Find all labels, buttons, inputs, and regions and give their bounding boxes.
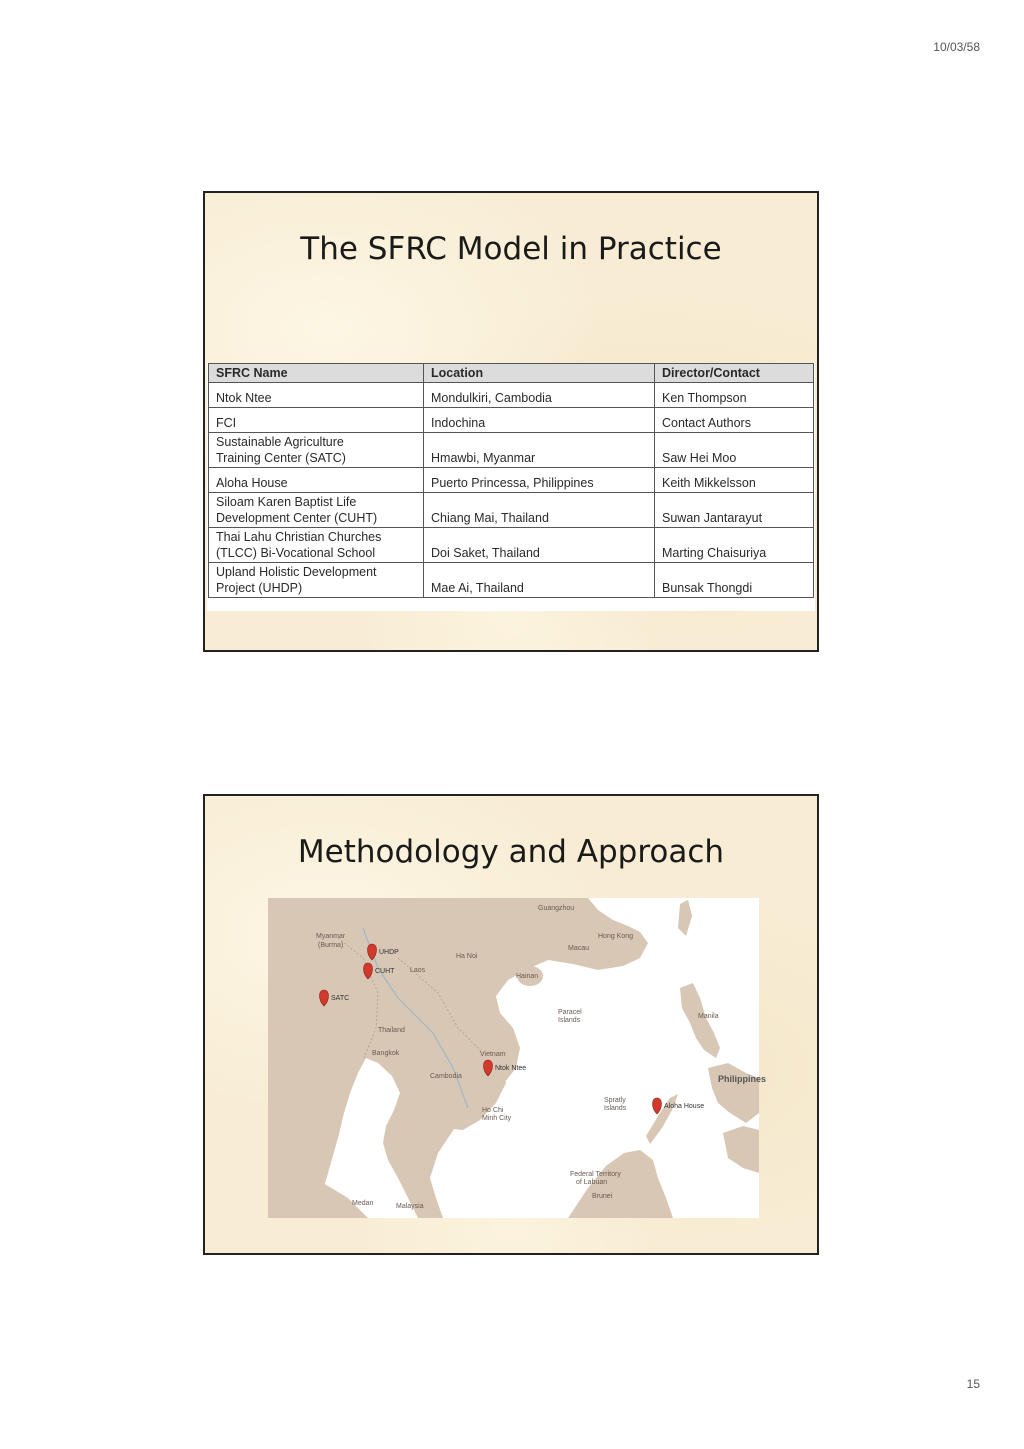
southeast-asia-map	[268, 898, 767, 1218]
cell-location: Mae Ai, Thailand	[424, 563, 655, 598]
label-brunei: Brunei	[592, 1193, 613, 1200]
cell-sfrc-name	[209, 408, 424, 433]
name-line: Project (UHDP)	[216, 581, 303, 595]
label-laos: Laos	[410, 967, 426, 974]
label-burma: (Burma)	[318, 942, 344, 949]
name-line: Training Center (SATC)	[216, 451, 346, 465]
label-cambodia: Cambodia	[430, 1073, 462, 1080]
label-hcmc-line2: Minh City	[482, 1115, 512, 1122]
page-date: 10/03/58	[933, 40, 980, 54]
label-hanoi: Ha Noi	[456, 953, 478, 960]
cell-contact: Bunsak Thongdi	[655, 563, 814, 598]
slide-sfrc-model	[203, 191, 819, 652]
label-spratly-line1: Spratly	[604, 1097, 626, 1104]
column-header-sfrc-name: SFRC Name	[209, 364, 424, 383]
name-line: FCI	[216, 416, 237, 430]
cell-sfrc-name	[209, 563, 424, 598]
cell-sfrc-name	[209, 528, 424, 563]
cell-contact: Marting Chaisuriya	[655, 528, 814, 563]
label-myanmar: Myanmar	[316, 933, 346, 940]
label-spratly-line2: Islands	[604, 1105, 627, 1112]
label-guangzhou: Guangzhou	[538, 905, 575, 912]
label-bangkok: Bangkok	[372, 1050, 400, 1057]
name-line: Development Center (CUHT)	[216, 511, 378, 525]
label-medan: Medan	[352, 1200, 374, 1207]
marker-label: Ntok Ntee	[495, 1065, 527, 1072]
slide-methodology	[203, 794, 819, 1255]
label-hcmc-line1: Ho Chi	[482, 1107, 504, 1114]
cell-contact: Keith Mikkelsson	[655, 468, 814, 493]
column-header-location: Location	[424, 364, 655, 383]
name-line: Thai Lahu Christian Churches	[216, 530, 382, 544]
cell-location: Chiang Mai, Thailand	[424, 493, 655, 528]
label-labuan-line1: Federal Territory	[570, 1171, 621, 1178]
table-row	[209, 433, 814, 468]
cell-location: Hmawbi, Myanmar	[424, 433, 655, 468]
label-philippines: Philippines	[718, 1074, 767, 1084]
name-line: Ntok Ntee	[216, 391, 272, 405]
cell-location: Indochina	[424, 408, 655, 433]
cell-contact: Contact Authors	[655, 408, 814, 433]
name-line: Aloha House	[216, 476, 288, 490]
cell-contact: Suwan Jantarayut	[655, 493, 814, 528]
table-row	[209, 383, 814, 408]
label-macau: Macau	[568, 945, 590, 952]
marker-label: CUHT	[375, 968, 395, 975]
label-hongkong: Hong Kong	[598, 933, 634, 940]
name-line: Sustainable Agriculture	[216, 435, 344, 449]
cell-location: Mondulkiri, Cambodia	[424, 383, 655, 408]
name-line: Siloam Karen Baptist Life	[216, 495, 357, 509]
sfrc-table	[208, 363, 814, 598]
label-paracel-line2: Islands	[558, 1017, 581, 1024]
map-svg	[268, 898, 767, 1218]
label-malaysia: Malaysia	[396, 1203, 424, 1210]
sfrc-table-container	[207, 363, 815, 611]
cell-sfrc-name	[209, 468, 424, 493]
table-header-row	[209, 364, 814, 383]
table-row	[209, 408, 814, 433]
cell-sfrc-name	[209, 493, 424, 528]
table-row	[209, 563, 814, 598]
label-vietnam: Vietnam	[480, 1051, 506, 1058]
label-paracel-line1: Paracel	[558, 1009, 582, 1016]
cell-contact: Saw Hei Moo	[655, 433, 814, 468]
label-hainan: Hainan	[516, 973, 539, 980]
table-row	[209, 528, 814, 563]
cell-sfrc-name	[209, 433, 424, 468]
name-line: Upland Holistic Development	[216, 565, 377, 579]
label-thailand: Thailand	[378, 1027, 405, 1034]
table-row	[209, 493, 814, 528]
label-manila: Manila	[698, 1013, 719, 1020]
cell-location: Doi Saket, Thailand	[424, 528, 655, 563]
column-header-director-contact: Director/Contact	[655, 364, 814, 383]
cell-contact: Ken Thompson	[655, 383, 814, 408]
table-row	[209, 468, 814, 493]
slide-title: Methodology and Approach	[297, 834, 725, 870]
marker-label: SATC	[331, 995, 350, 1002]
marker-label: UHDP	[379, 949, 399, 956]
label-labuan-line2: of Labuan	[576, 1179, 608, 1186]
cell-sfrc-name	[209, 383, 424, 408]
name-line: (TLCC) Bi-Vocational School	[216, 546, 376, 560]
page-number: 15	[966, 1377, 980, 1391]
cell-location: Puerto Princessa, Philippines	[424, 468, 655, 493]
slide-title: The SFRC Model in Practice	[300, 231, 722, 267]
marker-label: Aloha House	[664, 1103, 705, 1110]
